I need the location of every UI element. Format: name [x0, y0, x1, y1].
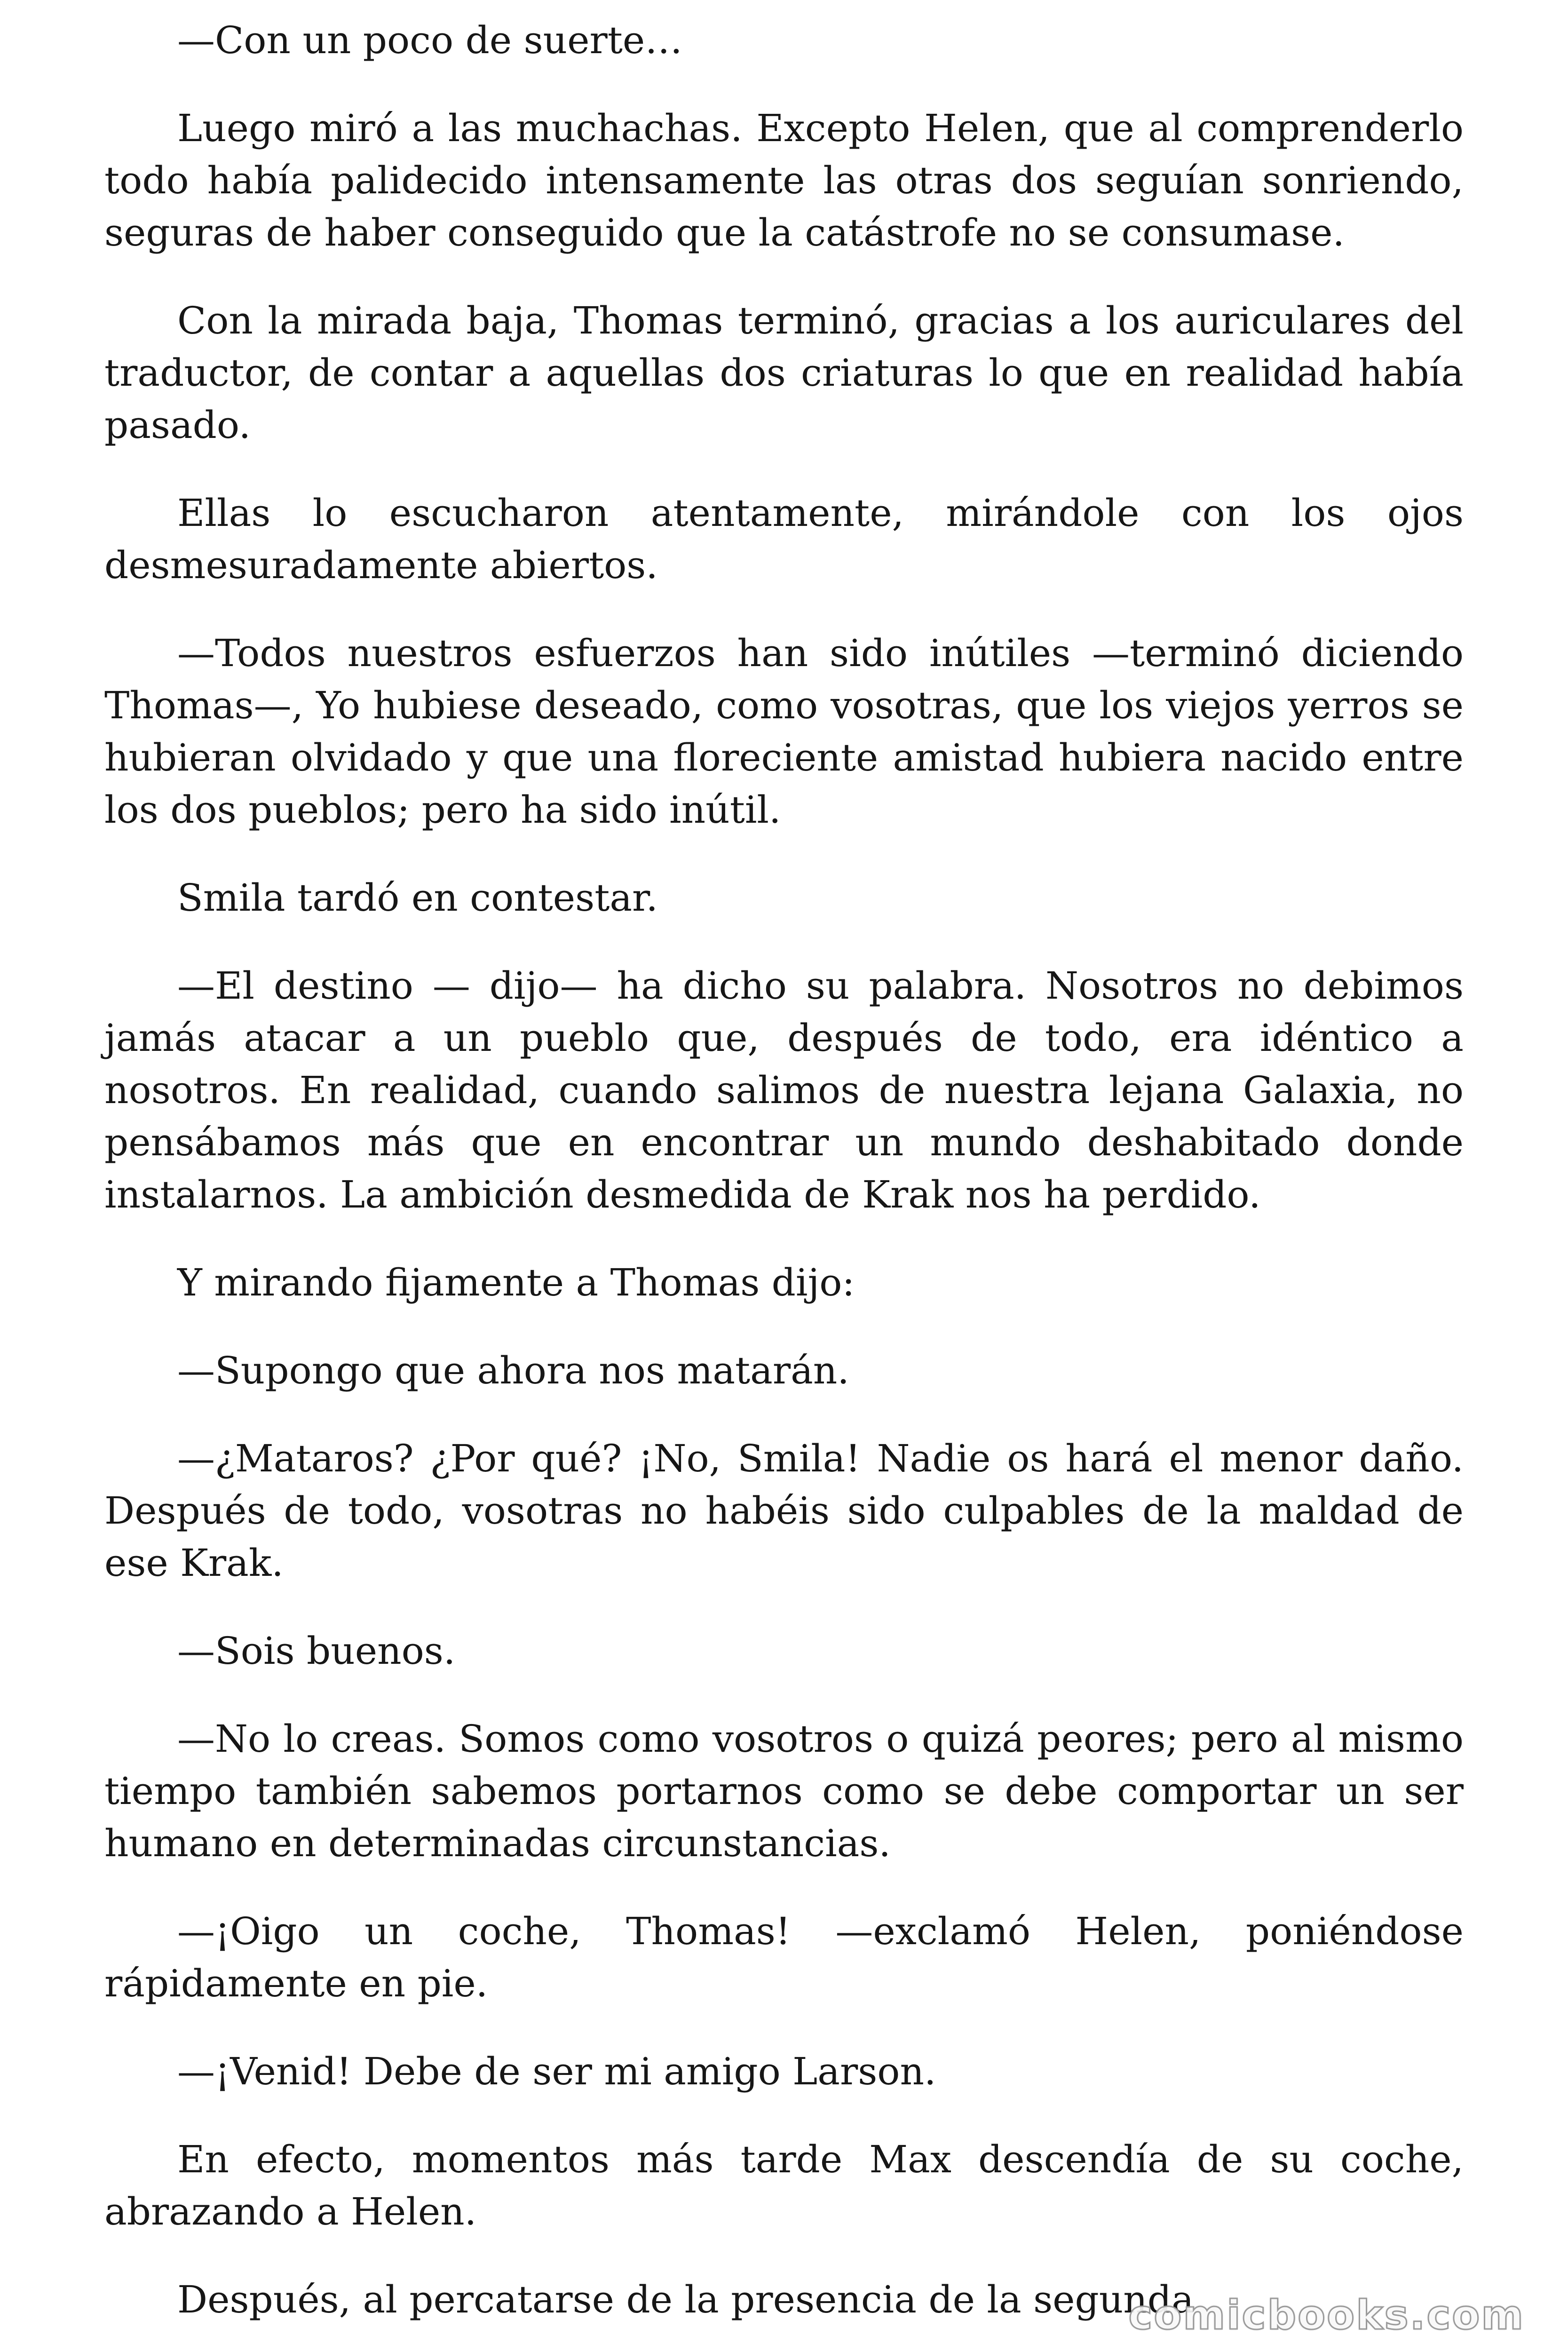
paragraph: —Todos nuestros esfuerzos han sido inútiles —terminó diciendo Thomas—, Yo hubiese deseado, como vosotras, que los viejos yerros se hubieran olvidado y que una floreciente amistad hubiera nacido entre los dos pueblos; pero ha sido inútil. — [104, 631, 1464, 832]
paragraph: En efecto, momentos más tarde Max descendía de su coche, abrazando a Helen. — [104, 2137, 1464, 2233]
paragraph: Smila tardó en contestar. — [177, 876, 658, 920]
paragraph: —Con un poco de suerte… — [177, 18, 683, 62]
paragraph: —¿Mataros? ¿Por qué? ¡No, Smila! Nadie os hará el menor daño. Después de todo, vosotras no habéis sido culpables de la maldad de ese Krak. — [104, 1437, 1464, 1585]
paragraph: Con la mirada baja, Thomas terminó, gracias a los auriculares del traductor, de contar a aquellas dos criaturas lo que en realidad había pasado. — [104, 299, 1464, 447]
paragraph: —¡Venid! Debe de ser mi amigo Larson. — [177, 2050, 936, 2093]
paragraph: Luego miró a las muchachas. Excepto Helen, que al comprenderlo todo había palidecido intensamente las otras dos seguían sonriendo, seguras de haber conseguido que la catástrofe no se consumase. — [104, 106, 1464, 254]
watermark-text: comicbooks.com — [1128, 2292, 1525, 2339]
paragraph: —¡Oigo un coche, Thomas! —exclamó Helen, poniéndose rápidamente en pie. — [104, 1909, 1464, 2005]
paragraph: Después, al percatarse de la presencia de la segunda — [177, 2278, 1194, 2321]
paragraph: —El destino — dijo— ha dicho su palabra. Nosotros no debimos jamás atacar a un pueblo que, después de todo, era idéntico a nosotros. En realidad, cuando salimos de nuestra lejana Galaxia, no pensábamos más que en encontrar un mundo deshabitado donde instalarnos. La ambición desmedida de Krak nos ha perdido. — [104, 964, 1464, 1216]
paragraph: Ellas lo escucharon atentamente, mirándole con los ojos desmesuradamente abiertos. — [104, 491, 1464, 587]
book-page — [104, 0, 1464, 2352]
text-body — [104, 14, 1464, 2352]
paragraph: —No lo creas. Somos como vosotros o quizá peores; pero al mismo tiempo también sabemos portarnos como se debe comportar un ser humano en determinadas circunstancias. — [104, 1717, 1464, 1865]
paragraph: —Sois buenos. — [177, 1629, 456, 1673]
paragraph: Y mirando fijamente a Thomas dijo: — [177, 1261, 855, 1304]
paragraph: —Supongo que ahora nos matarán. — [177, 1349, 849, 1392]
